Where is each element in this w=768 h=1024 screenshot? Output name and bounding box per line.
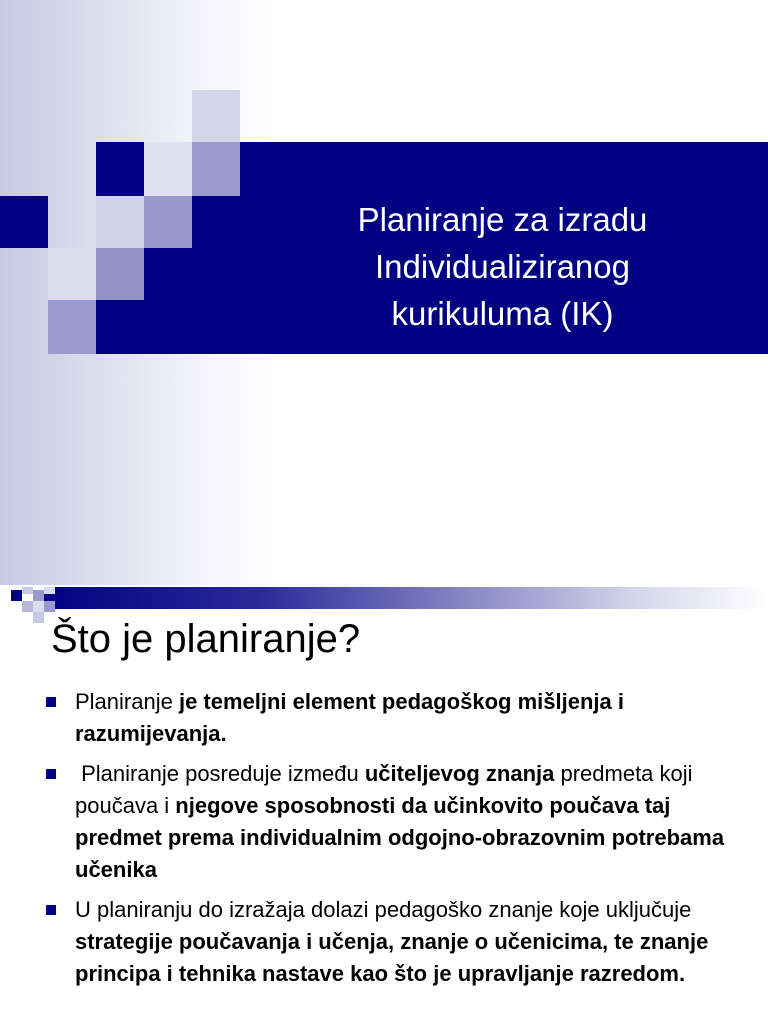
bullet-emphasis: je temeljni element pedagoškog mišljenja i razumijevanja. <box>75 689 631 746</box>
deco-mini-square <box>22 587 33 594</box>
bullet-run: U planiranju do izražaja dolazi pedagoško znanje koje uključuje <box>75 897 698 922</box>
bullet-list <box>0 686 768 998</box>
deco-mini-square <box>33 590 44 601</box>
deco-mini-square <box>44 587 55 594</box>
deco-mini-square <box>44 601 55 612</box>
slide-title: Planiranje za izradu Individualiziranog kurikuluma (IK) <box>357 201 648 332</box>
content-slide <box>0 587 768 1024</box>
bullet-text <box>75 686 735 750</box>
bullet-text <box>75 758 735 886</box>
bullet-item <box>0 758 768 886</box>
deco-square <box>144 196 192 248</box>
deco-square <box>48 248 96 300</box>
deco-mini-square <box>22 601 33 612</box>
deco-mini-square <box>33 612 44 623</box>
bullet-emphasis: njegove sposobnosti da učinkovito poučava taj predmet prema individualnim odgojno-obrazovnim potrebama učenika <box>75 793 731 882</box>
deco-square <box>192 142 240 196</box>
deco-square <box>96 196 144 248</box>
bullet-emphasis: učiteljevog znanja <box>364 761 555 786</box>
bullet-run: Planiranje <box>75 689 179 714</box>
content-slide-title: Što je planiranje? <box>51 617 361 661</box>
square-bullet-icon <box>46 697 56 707</box>
bullet-text <box>75 894 735 990</box>
bullet-emphasis: strategije poučavanja i učenja, znanje o učenicima, te znanje principa i tehnika nastave kao što je upravljanje razredom. <box>75 929 715 986</box>
deco-square <box>192 90 240 142</box>
bullet-item <box>0 894 768 990</box>
bullet-run: Planiranje posreduje između <box>75 761 365 786</box>
deco-mini-square <box>11 590 22 601</box>
bullet-run: predmeta koji poučava i <box>75 761 699 818</box>
square-bullet-icon <box>46 769 56 779</box>
deco-mini-square <box>33 601 44 612</box>
header-gradient-bar <box>44 587 768 609</box>
deco-square <box>48 300 96 354</box>
square-bullet-icon <box>46 905 56 915</box>
deco-square <box>96 248 144 300</box>
deco-square <box>144 142 192 196</box>
left-accent-tab <box>0 196 48 248</box>
bullet-item <box>0 686 768 750</box>
